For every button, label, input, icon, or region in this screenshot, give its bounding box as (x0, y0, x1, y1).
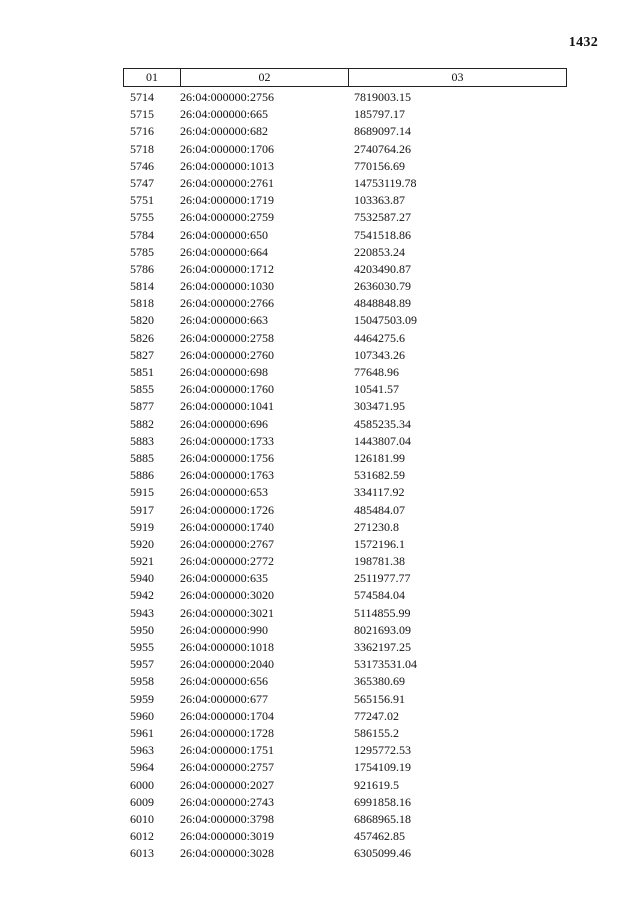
cell-cadastral-number: 26:04:000000:682 (180, 124, 269, 139)
cell-id: 5886 (130, 468, 154, 483)
table-row (123, 759, 567, 776)
cell-id: 5820 (130, 313, 154, 328)
cell-cadastral-number: 26:04:000000:1726 (180, 502, 275, 517)
cell-value: 77247.02 (354, 708, 399, 723)
table-row (123, 295, 567, 312)
cell-cadastral-number: 26:04:000000:1030 (180, 279, 275, 294)
table-row (123, 519, 567, 536)
cell-value: 334117.92 (354, 485, 405, 500)
table-row (123, 502, 567, 519)
cell-cadastral-number: 26:04:000000:664 (180, 244, 269, 259)
cell-cadastral-number: 26:04:000000:3798 (180, 811, 275, 826)
cell-cadastral-number: 26:04:000000:1751 (180, 743, 275, 758)
table-row (123, 570, 567, 587)
cell-id: 5883 (130, 433, 154, 448)
cell-id: 5942 (130, 588, 154, 603)
cell-id: 6013 (130, 846, 154, 861)
cell-value: 185797.17 (354, 107, 405, 122)
cell-cadastral-number: 26:04:000000:1712 (180, 261, 275, 276)
table-row (123, 622, 567, 639)
cell-cadastral-number: 26:04:000000:665 (180, 107, 269, 122)
cell-id: 5961 (130, 725, 154, 740)
column-header-01: 01 (124, 69, 181, 86)
table-row (123, 175, 567, 192)
cell-value: 7541518.86 (354, 227, 411, 242)
cell-id: 5919 (130, 519, 154, 534)
cell-value: 1754109.19 (354, 760, 411, 775)
table-row (123, 725, 567, 742)
cell-cadastral-number: 26:04:000000:2766 (180, 296, 275, 311)
table-row (123, 656, 567, 673)
cell-cadastral-number: 26:04:000000:2760 (180, 347, 275, 362)
cell-value: 7532587.27 (354, 210, 411, 225)
cell-value: 2511977.77 (354, 571, 411, 586)
cell-cadastral-number: 26:04:000000:1733 (180, 433, 275, 448)
cell-value: 3362197.25 (354, 640, 411, 654)
table-row (123, 330, 567, 347)
cell-value: 2740764.26 (354, 141, 411, 156)
cell-id: 5921 (130, 554, 154, 569)
cell-value: 4848848.89 (354, 296, 411, 311)
cell-value: 107343.26 (354, 347, 405, 362)
cell-id: 5915 (130, 485, 154, 500)
cell-value: 7819003.15 (354, 90, 411, 104)
table-row (123, 347, 567, 364)
cell-cadastral-number: 26:04:000000:1013 (180, 158, 275, 173)
cell-cadastral-number: 26:04:000000:1728 (180, 725, 275, 740)
table-row (123, 845, 567, 862)
cell-cadastral-number: 26:04:000000:1719 (180, 193, 275, 208)
column-header-03: 03 (451, 70, 464, 84)
cell-cadastral-number: 26:04:000000:696 (180, 416, 269, 431)
cell-id: 5755 (130, 210, 154, 225)
cell-id: 5715 (130, 107, 154, 122)
cell-value: 4203490.87 (354, 261, 411, 276)
cell-value: 77648.96 (354, 365, 399, 379)
table-row (123, 364, 567, 381)
cell-id: 5818 (130, 296, 154, 311)
cell-cadastral-number: 26:04:000000:1760 (180, 382, 275, 397)
cell-id: 5940 (130, 571, 154, 586)
table-row (123, 398, 567, 415)
cell-value: 220853.24 (354, 244, 405, 259)
table-row (123, 278, 567, 295)
cell-value: 770156.69 (354, 158, 405, 173)
cell-cadastral-number: 26:04:000000:2757 (180, 760, 275, 775)
cell-id: 5950 (130, 622, 154, 637)
cell-value: 531682.59 (354, 468, 405, 483)
cell-id: 5882 (130, 416, 154, 431)
cell-cadastral-number: 26:04:000000:1756 (180, 450, 275, 465)
cell-id: 5784 (130, 227, 154, 242)
cell-value: 8021693.09 (354, 622, 411, 637)
cell-id: 5747 (130, 175, 154, 190)
cell-cadastral-number: 26:04:000000:2772 (180, 554, 275, 569)
cell-value: 1443807.04 (354, 433, 411, 448)
table-row (123, 192, 567, 209)
cell-id: 5917 (130, 502, 154, 517)
table-row (123, 227, 567, 244)
cell-cadastral-number: 26:04:000000:2027 (180, 777, 275, 792)
table-row (123, 639, 567, 656)
cell-value: 103363.87 (354, 193, 405, 208)
cell-value: 10541.57 (354, 382, 399, 397)
cell-cadastral-number: 26:04:000000:3020 (180, 588, 275, 603)
cell-cadastral-number: 26:04:000000:3021 (180, 605, 275, 620)
table-row (123, 261, 567, 278)
page-number: 1432 (568, 35, 598, 50)
cell-id: 5855 (130, 382, 154, 397)
cell-id: 5877 (130, 399, 154, 414)
table-row (123, 708, 567, 725)
cell-cadastral-number: 26:04:000000:653 (180, 485, 269, 500)
table-row (123, 828, 567, 845)
cell-cadastral-number: 26:04:000000:650 (180, 227, 269, 242)
cell-value: 198781.38 (354, 554, 405, 569)
cell-value: 921619.5 (354, 777, 399, 792)
cell-id: 5964 (130, 760, 154, 775)
cell-value: 4585235.34 (354, 416, 411, 431)
table-row (123, 742, 567, 759)
cell-cadastral-number: 26:04:000000:2758 (180, 330, 275, 345)
cell-cadastral-number: 26:04:000000:677 (180, 691, 269, 706)
cell-id: 5960 (130, 708, 154, 723)
cell-cadastral-number: 26:04:000000:1763 (180, 468, 275, 483)
cell-cadastral-number: 26:04:000000:3019 (180, 829, 275, 844)
table-row (123, 553, 567, 570)
cell-value: 8689097.14 (354, 124, 411, 139)
cell-id: 5943 (130, 605, 154, 620)
table-row (123, 209, 567, 226)
table-row (123, 433, 567, 450)
cell-cadastral-number: 26:04:000000:990 (180, 622, 269, 637)
table-row (123, 244, 567, 261)
cell-cadastral-number: 26:04:000000:1706 (180, 141, 275, 156)
table-row (123, 484, 567, 501)
cell-id: 5920 (130, 536, 154, 551)
cell-value: 5114855.99 (354, 605, 411, 620)
table-row (123, 312, 567, 329)
cell-cadastral-number: 26:04:000000:656 (180, 674, 269, 689)
cell-value: 1295772.53 (354, 743, 411, 758)
cell-id: 5827 (130, 347, 154, 362)
cell-id: 5814 (130, 279, 154, 294)
cell-id: 5959 (130, 691, 154, 706)
cell-value: 1572196.1 (354, 536, 405, 551)
table-row (123, 123, 567, 140)
cell-id: 5746 (130, 158, 154, 173)
cell-value: 574584.04 (354, 588, 405, 603)
cell-id: 5718 (130, 141, 154, 156)
cell-id: 5885 (130, 450, 154, 465)
cell-id: 5826 (130, 330, 154, 345)
table-row (123, 777, 567, 794)
cell-value: 126181.99 (354, 450, 405, 465)
table-row (123, 416, 567, 433)
cell-id: 5851 (130, 365, 154, 379)
cell-cadastral-number: 26:04:000000:3028 (180, 846, 275, 861)
cell-id: 5716 (130, 124, 154, 139)
cell-id: 6010 (130, 811, 154, 826)
cell-value: 6868965.18 (354, 811, 411, 826)
cell-value: 2636030.79 (354, 279, 411, 294)
table-row (123, 605, 567, 622)
cell-value: 6991858.16 (354, 794, 411, 809)
cell-value: 15047503.09 (354, 313, 417, 328)
cell-value: 565156.91 (354, 691, 405, 706)
cell-value: 4464275.6 (354, 330, 405, 345)
cell-cadastral-number: 26:04:000000:1041 (180, 399, 275, 414)
cell-value: 485484.07 (354, 502, 405, 517)
cell-id: 6012 (130, 829, 154, 844)
cell-id: 5751 (130, 193, 154, 208)
table-row (123, 450, 567, 467)
table-row (123, 158, 567, 175)
cell-id: 5785 (130, 244, 154, 259)
cell-id: 6009 (130, 794, 154, 809)
cell-cadastral-number: 26:04:000000:2761 (180, 175, 275, 190)
cell-cadastral-number: 26:04:000000:1704 (180, 708, 275, 723)
cell-id: 5958 (130, 674, 154, 689)
table-row (123, 89, 567, 106)
cell-value: 14753119.78 (354, 175, 417, 190)
cell-cadastral-number: 26:04:000000:2743 (180, 794, 275, 809)
cell-value: 365380.69 (354, 674, 405, 689)
table-row (123, 381, 567, 398)
cell-value: 303471.95 (354, 399, 405, 414)
cell-cadastral-number: 26:04:000000:1740 (180, 519, 275, 534)
cell-id: 5714 (130, 90, 154, 104)
cell-id: 6000 (130, 777, 154, 792)
cell-cadastral-number: 26:04:000000:2040 (180, 657, 275, 672)
cell-cadastral-number: 26:04:000000:635 (180, 571, 269, 586)
column-header-02: 02 (181, 69, 349, 86)
cell-value: 586155.2 (354, 725, 399, 740)
cell-id: 5963 (130, 743, 154, 758)
cell-cadastral-number: 26:04:000000:698 (180, 365, 269, 379)
table-row (123, 141, 567, 158)
cell-cadastral-number: 26:04:000000:2756 (180, 90, 275, 104)
cell-value: 457462.85 (354, 829, 405, 844)
cell-cadastral-number: 26:04:000000:663 (180, 313, 269, 328)
table-row (123, 794, 567, 811)
cell-value: 53173531.04 (354, 657, 417, 672)
table-row (123, 467, 567, 484)
cell-value: 6305099.46 (354, 846, 411, 861)
cell-cadastral-number: 26:04:000000:2767 (180, 536, 275, 551)
table-row (123, 587, 567, 604)
table-body (123, 89, 567, 862)
table-row (123, 673, 567, 690)
cell-id: 5955 (130, 640, 154, 654)
table-row (123, 811, 567, 828)
cell-id: 5957 (130, 657, 154, 672)
cell-id: 5786 (130, 261, 154, 276)
table-row (123, 106, 567, 123)
cell-cadastral-number: 26:04:000000:2759 (180, 210, 275, 225)
cell-value: 271230.8 (354, 519, 399, 534)
table-row (123, 691, 567, 708)
table-header (123, 68, 567, 87)
table-row (123, 536, 567, 553)
cell-cadastral-number: 26:04:000000:1018 (180, 640, 275, 654)
